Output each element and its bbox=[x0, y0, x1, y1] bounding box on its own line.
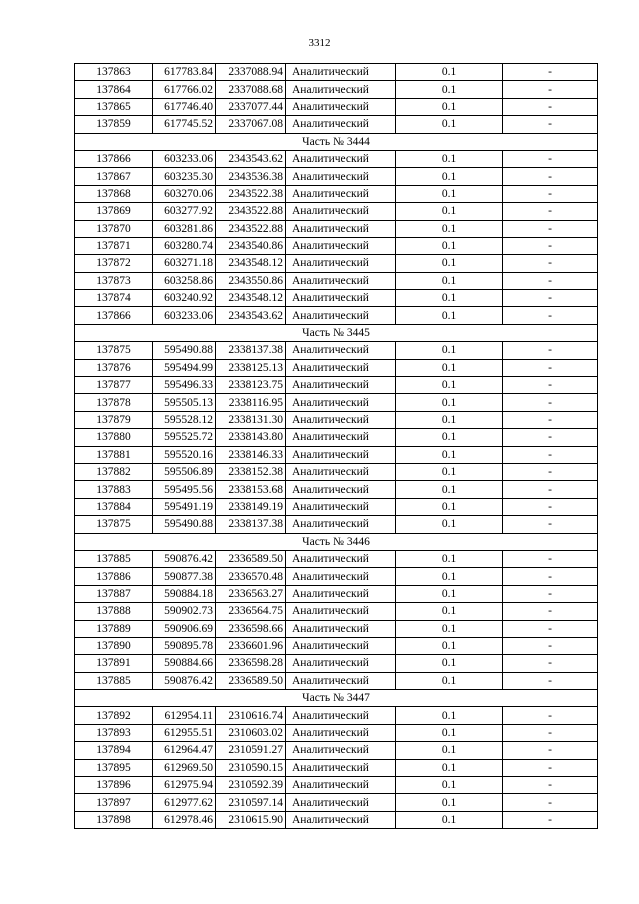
table-row bbox=[75, 98, 598, 115]
part-header: Часть № 3446 bbox=[75, 533, 598, 550]
note-cell: - bbox=[503, 220, 598, 237]
note-cell: - bbox=[503, 707, 598, 724]
accuracy-cell: 0.1 bbox=[396, 724, 503, 741]
method-cell: Аналитический bbox=[286, 777, 396, 794]
x-coordinate-cell: 590884.66 bbox=[153, 655, 216, 672]
x-coordinate-cell: 612975.94 bbox=[153, 777, 216, 794]
x-coordinate-cell: 612955.51 bbox=[153, 724, 216, 741]
note-cell: - bbox=[503, 429, 598, 446]
y-coordinate-cell: 2336598.66 bbox=[216, 620, 286, 637]
method-cell: Аналитический bbox=[286, 637, 396, 654]
note-cell: - bbox=[503, 307, 598, 324]
point-id-cell: 137866 bbox=[75, 307, 153, 324]
y-coordinate-cell: 2343548.12 bbox=[216, 290, 286, 307]
point-id-cell: 137888 bbox=[75, 603, 153, 620]
note-cell: - bbox=[503, 168, 598, 185]
point-id-cell: 137872 bbox=[75, 255, 153, 272]
table-row bbox=[75, 220, 598, 237]
note-cell: - bbox=[503, 620, 598, 637]
accuracy-cell: 0.1 bbox=[396, 394, 503, 411]
point-id-cell: 137898 bbox=[75, 811, 153, 828]
note-cell: - bbox=[503, 116, 598, 133]
x-coordinate-cell: 603271.18 bbox=[153, 255, 216, 272]
x-coordinate-cell: 595490.88 bbox=[153, 516, 216, 533]
y-coordinate-cell: 2336564.75 bbox=[216, 603, 286, 620]
table-row bbox=[75, 550, 598, 567]
method-cell: Аналитический bbox=[286, 290, 396, 307]
accuracy-cell: 0.1 bbox=[396, 707, 503, 724]
point-id-cell: 137889 bbox=[75, 620, 153, 637]
y-coordinate-cell: 2336589.50 bbox=[216, 672, 286, 689]
y-coordinate-cell: 2343536.38 bbox=[216, 168, 286, 185]
y-coordinate-cell: 2343543.62 bbox=[216, 307, 286, 324]
table-row bbox=[75, 168, 598, 185]
method-cell: Аналитический bbox=[286, 220, 396, 237]
method-cell: Аналитический bbox=[286, 168, 396, 185]
point-id-cell: 137890 bbox=[75, 637, 153, 654]
accuracy-cell: 0.1 bbox=[396, 620, 503, 637]
x-coordinate-cell: 590895.78 bbox=[153, 637, 216, 654]
point-id-cell: 137884 bbox=[75, 498, 153, 515]
point-id-cell: 137896 bbox=[75, 777, 153, 794]
table-row bbox=[75, 255, 598, 272]
part-header: Часть № 3444 bbox=[75, 133, 598, 150]
accuracy-cell: 0.1 bbox=[396, 498, 503, 515]
accuracy-cell: 0.1 bbox=[396, 290, 503, 307]
table-row bbox=[75, 185, 598, 202]
point-id-cell: 137895 bbox=[75, 759, 153, 776]
y-coordinate-cell: 2343543.62 bbox=[216, 150, 286, 167]
point-id-cell: 137897 bbox=[75, 794, 153, 811]
accuracy-cell: 0.1 bbox=[396, 603, 503, 620]
table-row bbox=[75, 481, 598, 498]
method-cell: Аналитический bbox=[286, 603, 396, 620]
y-coordinate-cell: 2337088.94 bbox=[216, 64, 286, 81]
accuracy-cell: 0.1 bbox=[396, 516, 503, 533]
accuracy-cell: 0.1 bbox=[396, 777, 503, 794]
table-row bbox=[75, 116, 598, 133]
note-cell: - bbox=[503, 81, 598, 98]
part-header-row bbox=[75, 133, 598, 150]
table-row bbox=[75, 150, 598, 167]
method-cell: Аналитический bbox=[286, 655, 396, 672]
table-row bbox=[75, 498, 598, 515]
note-cell: - bbox=[503, 185, 598, 202]
point-id-cell: 137865 bbox=[75, 98, 153, 115]
accuracy-cell: 0.1 bbox=[396, 655, 503, 672]
point-id-cell: 137881 bbox=[75, 446, 153, 463]
table-row bbox=[75, 411, 598, 428]
accuracy-cell: 0.1 bbox=[396, 429, 503, 446]
method-cell: Аналитический bbox=[286, 516, 396, 533]
point-id-cell: 137871 bbox=[75, 237, 153, 254]
y-coordinate-cell: 2310597.14 bbox=[216, 794, 286, 811]
note-cell: - bbox=[503, 359, 598, 376]
y-coordinate-cell: 2310615.90 bbox=[216, 811, 286, 828]
method-cell: Аналитический bbox=[286, 185, 396, 202]
y-coordinate-cell: 2338123.75 bbox=[216, 377, 286, 394]
table-row bbox=[75, 359, 598, 376]
note-cell: - bbox=[503, 568, 598, 585]
note-cell: - bbox=[503, 481, 598, 498]
point-id-cell: 137868 bbox=[75, 185, 153, 202]
method-cell: Аналитический bbox=[286, 724, 396, 741]
x-coordinate-cell: 603235.30 bbox=[153, 168, 216, 185]
x-coordinate-cell: 590876.42 bbox=[153, 672, 216, 689]
y-coordinate-cell: 2343522.38 bbox=[216, 185, 286, 202]
y-coordinate-cell: 2338149.19 bbox=[216, 498, 286, 515]
accuracy-cell: 0.1 bbox=[396, 759, 503, 776]
method-cell: Аналитический bbox=[286, 411, 396, 428]
y-coordinate-cell: 2343522.88 bbox=[216, 220, 286, 237]
coordinates-table-body bbox=[75, 64, 598, 829]
table-row bbox=[75, 203, 598, 220]
point-id-cell: 137869 bbox=[75, 203, 153, 220]
accuracy-cell: 0.1 bbox=[396, 811, 503, 828]
y-coordinate-cell: 2338137.38 bbox=[216, 516, 286, 533]
accuracy-cell: 0.1 bbox=[396, 168, 503, 185]
y-coordinate-cell: 2338116.95 bbox=[216, 394, 286, 411]
method-cell: Аналитический bbox=[286, 377, 396, 394]
table-row bbox=[75, 290, 598, 307]
y-coordinate-cell: 2338131.30 bbox=[216, 411, 286, 428]
accuracy-cell: 0.1 bbox=[396, 411, 503, 428]
method-cell: Аналитический bbox=[286, 255, 396, 272]
table-row bbox=[75, 237, 598, 254]
table-row bbox=[75, 637, 598, 654]
table-row bbox=[75, 516, 598, 533]
table-row bbox=[75, 429, 598, 446]
point-id-cell: 137879 bbox=[75, 411, 153, 428]
y-coordinate-cell: 2338153.68 bbox=[216, 481, 286, 498]
page-number: 3312 bbox=[308, 37, 331, 49]
y-coordinate-cell: 2336589.50 bbox=[216, 550, 286, 567]
y-coordinate-cell: 2336563.27 bbox=[216, 585, 286, 602]
accuracy-cell: 0.1 bbox=[396, 150, 503, 167]
note-cell: - bbox=[503, 446, 598, 463]
note-cell: - bbox=[503, 203, 598, 220]
note-cell: - bbox=[503, 516, 598, 533]
part-header-row bbox=[75, 324, 598, 341]
point-id-cell: 137885 bbox=[75, 550, 153, 567]
note-cell: - bbox=[503, 603, 598, 620]
y-coordinate-cell: 2310591.27 bbox=[216, 742, 286, 759]
x-coordinate-cell: 595490.88 bbox=[153, 342, 216, 359]
x-coordinate-cell: 595506.89 bbox=[153, 463, 216, 480]
table-row bbox=[75, 81, 598, 98]
y-coordinate-cell: 2310603.02 bbox=[216, 724, 286, 741]
table-row bbox=[75, 585, 598, 602]
table-row bbox=[75, 655, 598, 672]
method-cell: Аналитический bbox=[286, 150, 396, 167]
method-cell: Аналитический bbox=[286, 203, 396, 220]
y-coordinate-cell: 2338125.13 bbox=[216, 359, 286, 376]
method-cell: Аналитический bbox=[286, 707, 396, 724]
method-cell: Аналитический bbox=[286, 742, 396, 759]
table-row bbox=[75, 672, 598, 689]
accuracy-cell: 0.1 bbox=[396, 185, 503, 202]
note-cell: - bbox=[503, 759, 598, 776]
accuracy-cell: 0.1 bbox=[396, 550, 503, 567]
method-cell: Аналитический bbox=[286, 811, 396, 828]
method-cell: Аналитический bbox=[286, 64, 396, 81]
method-cell: Аналитический bbox=[286, 394, 396, 411]
y-coordinate-cell: 2343522.88 bbox=[216, 203, 286, 220]
note-cell: - bbox=[503, 637, 598, 654]
y-coordinate-cell: 2343548.12 bbox=[216, 255, 286, 272]
x-coordinate-cell: 603270.06 bbox=[153, 185, 216, 202]
point-id-cell: 137886 bbox=[75, 568, 153, 585]
x-coordinate-cell: 590884.18 bbox=[153, 585, 216, 602]
accuracy-cell: 0.1 bbox=[396, 64, 503, 81]
method-cell: Аналитический bbox=[286, 81, 396, 98]
x-coordinate-cell: 612977.62 bbox=[153, 794, 216, 811]
accuracy-cell: 0.1 bbox=[396, 446, 503, 463]
note-cell: - bbox=[503, 394, 598, 411]
method-cell: Аналитический bbox=[286, 429, 396, 446]
accuracy-cell: 0.1 bbox=[396, 585, 503, 602]
x-coordinate-cell: 612964.47 bbox=[153, 742, 216, 759]
note-cell: - bbox=[503, 272, 598, 289]
x-coordinate-cell: 617745.52 bbox=[153, 116, 216, 133]
note-cell: - bbox=[503, 255, 598, 272]
point-id-cell: 137893 bbox=[75, 724, 153, 741]
method-cell: Аналитический bbox=[286, 481, 396, 498]
accuracy-cell: 0.1 bbox=[396, 794, 503, 811]
point-id-cell: 137891 bbox=[75, 655, 153, 672]
x-coordinate-cell: 612969.50 bbox=[153, 759, 216, 776]
accuracy-cell: 0.1 bbox=[396, 116, 503, 133]
table-row bbox=[75, 446, 598, 463]
y-coordinate-cell: 2337077.44 bbox=[216, 98, 286, 115]
method-cell: Аналитический bbox=[286, 342, 396, 359]
y-coordinate-cell: 2310592.39 bbox=[216, 777, 286, 794]
point-id-cell: 137874 bbox=[75, 290, 153, 307]
table-row bbox=[75, 777, 598, 794]
method-cell: Аналитический bbox=[286, 585, 396, 602]
point-id-cell: 137880 bbox=[75, 429, 153, 446]
x-coordinate-cell: 595520.16 bbox=[153, 446, 216, 463]
y-coordinate-cell: 2337088.68 bbox=[216, 81, 286, 98]
point-id-cell: 137885 bbox=[75, 672, 153, 689]
part-header-row bbox=[75, 690, 598, 707]
accuracy-cell: 0.1 bbox=[396, 481, 503, 498]
point-id-cell: 137887 bbox=[75, 585, 153, 602]
accuracy-cell: 0.1 bbox=[396, 463, 503, 480]
table-row bbox=[75, 724, 598, 741]
point-id-cell: 137864 bbox=[75, 81, 153, 98]
y-coordinate-cell: 2338146.33 bbox=[216, 446, 286, 463]
y-coordinate-cell: 2343550.86 bbox=[216, 272, 286, 289]
y-coordinate-cell: 2336601.96 bbox=[216, 637, 286, 654]
table-row bbox=[75, 463, 598, 480]
y-coordinate-cell: 2310616.74 bbox=[216, 707, 286, 724]
note-cell: - bbox=[503, 498, 598, 515]
table-row bbox=[75, 620, 598, 637]
table-row bbox=[75, 342, 598, 359]
note-cell: - bbox=[503, 377, 598, 394]
accuracy-cell: 0.1 bbox=[396, 255, 503, 272]
note-cell: - bbox=[503, 150, 598, 167]
accuracy-cell: 0.1 bbox=[396, 568, 503, 585]
point-id-cell: 137863 bbox=[75, 64, 153, 81]
point-id-cell: 137876 bbox=[75, 359, 153, 376]
x-coordinate-cell: 595525.72 bbox=[153, 429, 216, 446]
part-header-row bbox=[75, 533, 598, 550]
note-cell: - bbox=[503, 290, 598, 307]
note-cell: - bbox=[503, 411, 598, 428]
point-id-cell: 137870 bbox=[75, 220, 153, 237]
table-row bbox=[75, 742, 598, 759]
point-id-cell: 137867 bbox=[75, 168, 153, 185]
method-cell: Аналитический bbox=[286, 463, 396, 480]
x-coordinate-cell: 595528.12 bbox=[153, 411, 216, 428]
table-row bbox=[75, 794, 598, 811]
note-cell: - bbox=[503, 98, 598, 115]
accuracy-cell: 0.1 bbox=[396, 342, 503, 359]
point-id-cell: 137859 bbox=[75, 116, 153, 133]
note-cell: - bbox=[503, 585, 598, 602]
table-row bbox=[75, 307, 598, 324]
point-id-cell: 137894 bbox=[75, 742, 153, 759]
y-coordinate-cell: 2336598.28 bbox=[216, 655, 286, 672]
x-coordinate-cell: 590876.42 bbox=[153, 550, 216, 567]
y-coordinate-cell: 2310590.15 bbox=[216, 759, 286, 776]
x-coordinate-cell: 603280.74 bbox=[153, 237, 216, 254]
table-row bbox=[75, 64, 598, 81]
x-coordinate-cell: 612978.46 bbox=[153, 811, 216, 828]
x-coordinate-cell: 590906.69 bbox=[153, 620, 216, 637]
point-id-cell: 137873 bbox=[75, 272, 153, 289]
table-row bbox=[75, 394, 598, 411]
x-coordinate-cell: 595496.33 bbox=[153, 377, 216, 394]
method-cell: Аналитический bbox=[286, 307, 396, 324]
point-id-cell: 137878 bbox=[75, 394, 153, 411]
method-cell: Аналитический bbox=[286, 568, 396, 585]
note-cell: - bbox=[503, 742, 598, 759]
x-coordinate-cell: 617746.40 bbox=[153, 98, 216, 115]
note-cell: - bbox=[503, 655, 598, 672]
x-coordinate-cell: 603240.92 bbox=[153, 290, 216, 307]
accuracy-cell: 0.1 bbox=[396, 220, 503, 237]
note-cell: - bbox=[503, 811, 598, 828]
accuracy-cell: 0.1 bbox=[396, 237, 503, 254]
x-coordinate-cell: 595505.13 bbox=[153, 394, 216, 411]
method-cell: Аналитический bbox=[286, 550, 396, 567]
table-row bbox=[75, 759, 598, 776]
y-coordinate-cell: 2338137.38 bbox=[216, 342, 286, 359]
accuracy-cell: 0.1 bbox=[396, 272, 503, 289]
x-coordinate-cell: 595491.19 bbox=[153, 498, 216, 515]
table-row bbox=[75, 603, 598, 620]
x-coordinate-cell: 603277.92 bbox=[153, 203, 216, 220]
method-cell: Аналитический bbox=[286, 272, 396, 289]
accuracy-cell: 0.1 bbox=[396, 637, 503, 654]
note-cell: - bbox=[503, 724, 598, 741]
table-row bbox=[75, 568, 598, 585]
coordinates-table bbox=[74, 63, 598, 829]
x-coordinate-cell: 603258.86 bbox=[153, 272, 216, 289]
table-row bbox=[75, 272, 598, 289]
note-cell: - bbox=[503, 237, 598, 254]
method-cell: Аналитический bbox=[286, 359, 396, 376]
y-coordinate-cell: 2338143.80 bbox=[216, 429, 286, 446]
x-coordinate-cell: 603281.86 bbox=[153, 220, 216, 237]
method-cell: Аналитический bbox=[286, 498, 396, 515]
accuracy-cell: 0.1 bbox=[396, 98, 503, 115]
x-coordinate-cell: 603233.06 bbox=[153, 150, 216, 167]
note-cell: - bbox=[503, 550, 598, 567]
accuracy-cell: 0.1 bbox=[396, 742, 503, 759]
y-coordinate-cell: 2336570.48 bbox=[216, 568, 286, 585]
accuracy-cell: 0.1 bbox=[396, 81, 503, 98]
note-cell: - bbox=[503, 777, 598, 794]
point-id-cell: 137877 bbox=[75, 377, 153, 394]
x-coordinate-cell: 617766.02 bbox=[153, 81, 216, 98]
accuracy-cell: 0.1 bbox=[396, 377, 503, 394]
method-cell: Аналитический bbox=[286, 446, 396, 463]
method-cell: Аналитический bbox=[286, 620, 396, 637]
point-id-cell: 137866 bbox=[75, 150, 153, 167]
point-id-cell: 137892 bbox=[75, 707, 153, 724]
point-id-cell: 137883 bbox=[75, 481, 153, 498]
note-cell: - bbox=[503, 342, 598, 359]
method-cell: Аналитический bbox=[286, 794, 396, 811]
note-cell: - bbox=[503, 64, 598, 81]
note-cell: - bbox=[503, 463, 598, 480]
point-id-cell: 137875 bbox=[75, 342, 153, 359]
table-row bbox=[75, 707, 598, 724]
x-coordinate-cell: 612954.11 bbox=[153, 707, 216, 724]
table-row bbox=[75, 811, 598, 828]
method-cell: Аналитический bbox=[286, 672, 396, 689]
x-coordinate-cell: 617783.84 bbox=[153, 64, 216, 81]
method-cell: Аналитический bbox=[286, 116, 396, 133]
x-coordinate-cell: 595495.56 bbox=[153, 481, 216, 498]
table-row bbox=[75, 377, 598, 394]
accuracy-cell: 0.1 bbox=[396, 672, 503, 689]
x-coordinate-cell: 603233.06 bbox=[153, 307, 216, 324]
y-coordinate-cell: 2337067.08 bbox=[216, 116, 286, 133]
method-cell: Аналитический bbox=[286, 98, 396, 115]
note-cell: - bbox=[503, 794, 598, 811]
point-id-cell: 137875 bbox=[75, 516, 153, 533]
part-header: Часть № 3447 bbox=[75, 690, 598, 707]
accuracy-cell: 0.1 bbox=[396, 203, 503, 220]
method-cell: Аналитический bbox=[286, 237, 396, 254]
x-coordinate-cell: 595494.99 bbox=[153, 359, 216, 376]
y-coordinate-cell: 2338152.38 bbox=[216, 463, 286, 480]
x-coordinate-cell: 590877.38 bbox=[153, 568, 216, 585]
part-header: Часть № 3445 bbox=[75, 324, 598, 341]
point-id-cell: 137882 bbox=[75, 463, 153, 480]
accuracy-cell: 0.1 bbox=[396, 307, 503, 324]
accuracy-cell: 0.1 bbox=[396, 359, 503, 376]
y-coordinate-cell: 2343540.86 bbox=[216, 237, 286, 254]
note-cell: - bbox=[503, 672, 598, 689]
x-coordinate-cell: 590902.73 bbox=[153, 603, 216, 620]
method-cell: Аналитический bbox=[286, 759, 396, 776]
